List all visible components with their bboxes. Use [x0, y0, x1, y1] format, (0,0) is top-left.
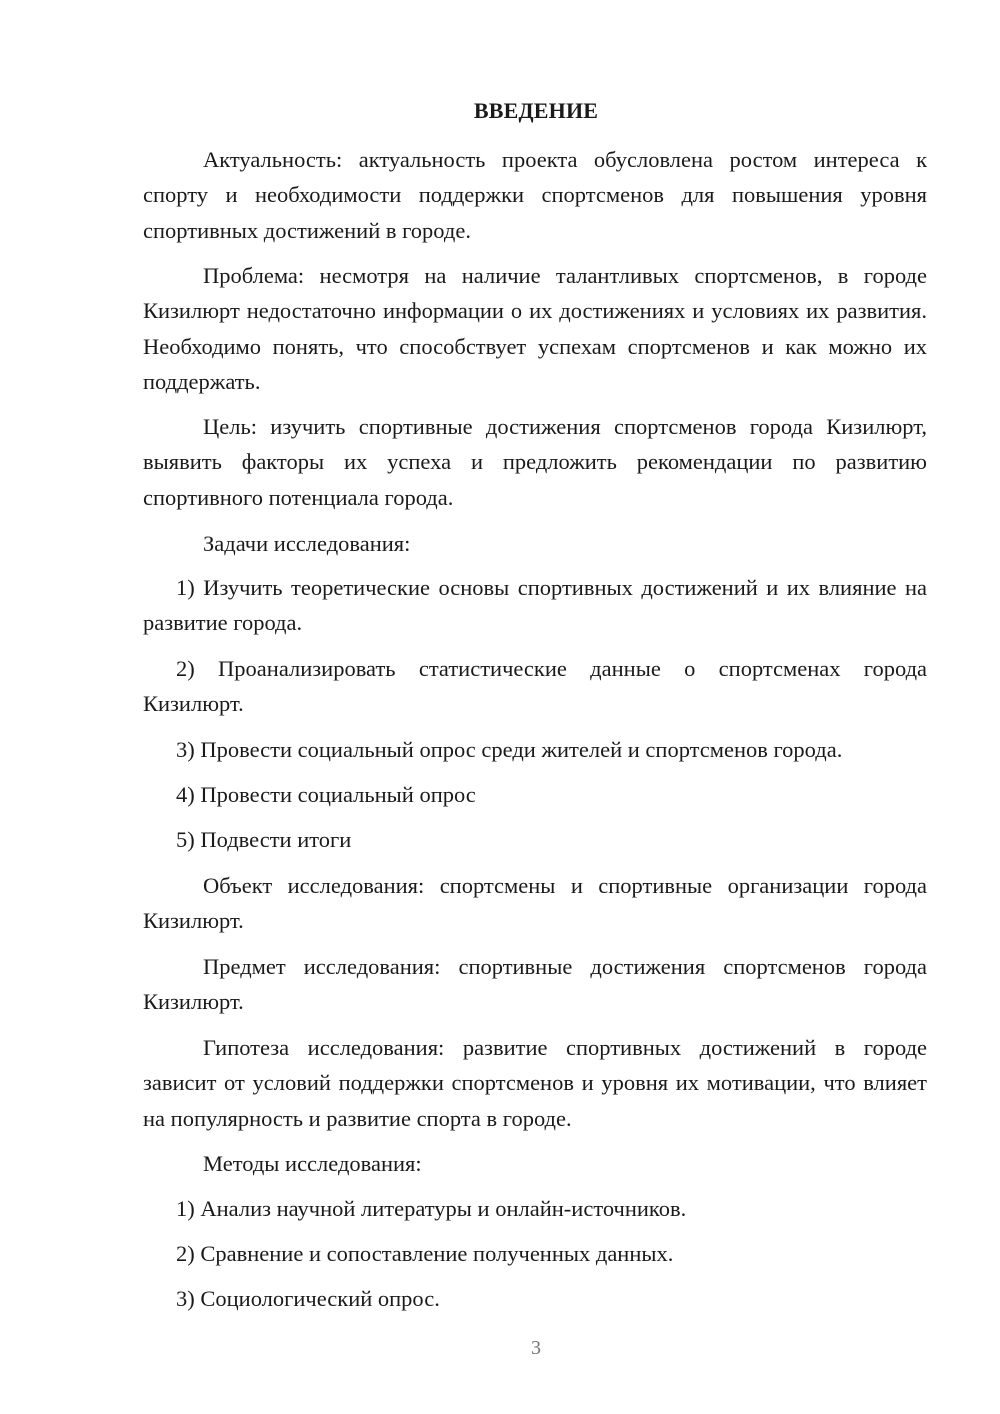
- paragraph-subject: Предмет исследования: спортивные достижения спортсменов города Кизилюрт.: [143, 954, 927, 1015]
- method-item-2: 2) Сравнение и сопоставление полученных данных.: [176, 1241, 674, 1266]
- task-item-4: 4) Провести социальный опрос: [176, 782, 476, 807]
- paragraph-tasks-heading: Задачи исследования:: [203, 531, 411, 556]
- task-item-1: 1) Изучить теоретические основы спортивных достижений и их влияние на развитие города.: [143, 575, 927, 636]
- paragraph-methods-heading: Методы исследования:: [203, 1151, 422, 1176]
- paragraph-hypothesis: Гипотеза исследования: развитие спортивных достижений в городе зависит от условий поддержки спортсменов и уровня их мотивации, что влияет на популярность и развитие спорта в городе.: [143, 1035, 927, 1131]
- page-number: 3: [531, 1337, 541, 1359]
- paragraph-goal: Цель: изучить спортивные достижения спортсменов города Кизилюрт, выявить факторы их успеха и предложить рекомендации по развитию спортивного потенциала города.: [143, 414, 927, 510]
- paragraph-relevance: Актуальность: актуальность проекта обусловлена ростом интереса к спорту и необходимости поддержки спортсменов для повышения уровня спортивных достижений в городе.: [143, 147, 927, 243]
- task-item-5: 5) Подвести итоги: [176, 827, 352, 852]
- task-item-2: 2) Проанализировать статистические данные о спортсменах города Кизилюрт.: [143, 656, 927, 717]
- paragraph-object: Объект исследования: спортсмены и спортивные организации города Кизилюрт.: [143, 873, 927, 934]
- method-item-1: 1) Анализ научной литературы и онлайн-источников.: [176, 1196, 687, 1221]
- paragraph-problem: Проблема: несмотря на наличие талантливых спортсменов, в городе Кизилюрт недостаточно информации о их достижениях и условиях их развития. Необходимо понять, что способствует успехам спортсменов и как можно их поддержать.: [143, 263, 927, 394]
- section-title: ВВЕДЕНИЕ: [473, 98, 599, 123]
- task-item-3: 3) Провести социальный опрос среди жителей и спортсменов города.: [176, 737, 843, 762]
- method-item-3: 3) Социологический опрос.: [176, 1286, 440, 1311]
